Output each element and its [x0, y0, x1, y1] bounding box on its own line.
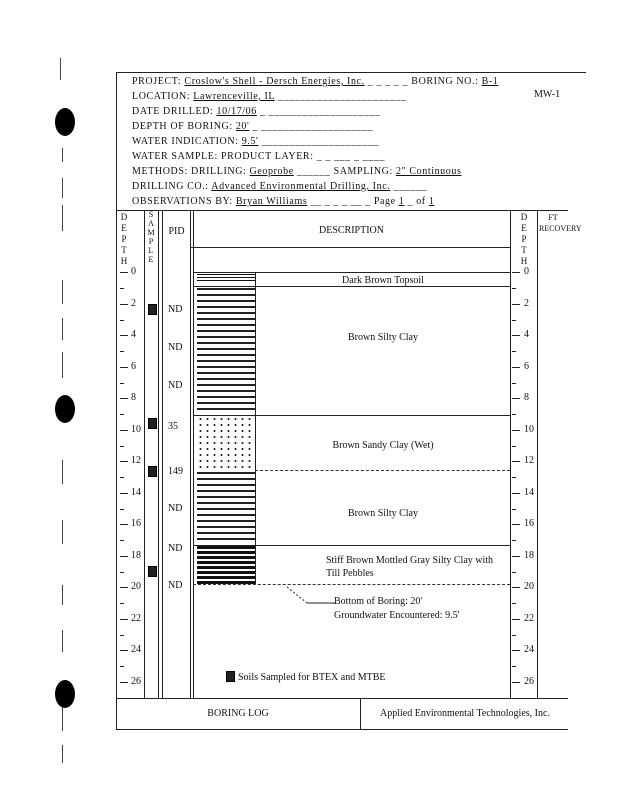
depth-minor-tick	[512, 635, 516, 636]
depth-tick-label: 20	[131, 581, 141, 592]
depth-minor-tick	[512, 288, 516, 289]
sample-marker	[148, 466, 157, 477]
pid-reading: ND	[168, 304, 183, 315]
depth-tick	[120, 398, 128, 399]
layer-description: Brown Sandy Clay (Wet)	[332, 440, 434, 451]
col-desc-left-edge	[193, 210, 194, 698]
depth-tick	[512, 556, 520, 557]
binder-mark	[62, 460, 63, 484]
depth-minor-tick	[120, 383, 124, 384]
footer-divider	[360, 698, 361, 730]
binder-mark	[62, 148, 63, 162]
depth-minor-tick	[120, 509, 124, 510]
lithology-silty-clay	[197, 288, 255, 414]
depth-tick	[512, 335, 520, 336]
pid-reading: ND	[168, 580, 183, 591]
depth-tick	[120, 556, 128, 557]
depth-tick-label: 8	[131, 392, 136, 403]
ft-recovery-header: FT RECOVERY	[539, 213, 582, 233]
depth-tick-label: 0	[524, 266, 529, 277]
depth-minor-tick	[512, 603, 516, 604]
depth-tick-label: 18	[131, 550, 141, 561]
depth-minor-tick	[512, 572, 516, 573]
frame-bottom	[116, 729, 568, 730]
depth-tick-label: 14	[131, 487, 141, 498]
depth-minor-tick	[120, 477, 124, 478]
pid-reading: 35	[168, 421, 178, 432]
depth-minor-tick	[512, 446, 516, 447]
binder-mark	[62, 318, 63, 340]
drilling-row: DRILLING CO.: Advanced Environmental Drilling, Inc. ______	[132, 181, 428, 192]
boring-number: B-1	[481, 76, 499, 87]
layer-boundary	[193, 272, 510, 273]
lithology-mottled-clay	[197, 546, 255, 584]
mw-label: MW-1	[534, 89, 561, 100]
depth-minor-tick	[120, 603, 124, 604]
depth-tick	[120, 524, 128, 525]
depth-tick	[120, 430, 128, 431]
legend-sample-icon	[226, 671, 235, 682]
frame-left	[116, 72, 117, 730]
depth-tick-label: 26	[524, 676, 534, 687]
depth-tick-label: 10	[524, 424, 534, 435]
layer-boundary	[193, 286, 510, 287]
legend-text: Soils Sampled for BTEX and MTBE	[238, 672, 386, 683]
depth-tick	[120, 367, 128, 368]
depth-tick-label: 26	[131, 676, 141, 687]
depth-tick-label: 8	[524, 392, 529, 403]
lithology-sandy-clay	[197, 416, 255, 470]
depth-tick-label: 24	[131, 644, 141, 655]
depth-tick	[512, 272, 520, 273]
depth-tick-label: 2	[131, 298, 136, 309]
col-pid-left-edge	[162, 210, 163, 698]
project-value: Croslow's Shell - Dersch Energies, Inc.	[184, 76, 365, 87]
lithology-silty-clay	[197, 472, 255, 544]
layer-description: Stiff Brown Mottled Gray Silty Clay with Till Pebbles	[326, 555, 494, 579]
groundwater-line	[255, 470, 510, 471]
depth-row: DEPTH OF BORING: 20' _ ____________________	[132, 121, 374, 132]
depth-tick	[512, 619, 520, 620]
layer-description: Brown Silty Clay	[347, 332, 418, 343]
layer-description: Brown Silty Clay	[347, 508, 418, 519]
depth-minor-tick	[120, 351, 124, 352]
depth-minor-tick	[512, 698, 516, 699]
depth-tick-label: 16	[131, 518, 141, 529]
depth-tick-label: 0	[131, 266, 136, 277]
sample-marker	[148, 304, 157, 315]
depth-tick	[120, 461, 128, 462]
depth-minor-tick	[120, 540, 124, 541]
depth-minor-tick	[512, 477, 516, 478]
depth-tick-label: 16	[524, 518, 534, 529]
pid-reading: ND	[168, 543, 183, 554]
layer-description: Dark Brown Topsoil	[342, 275, 424, 286]
layer-boundary	[193, 545, 510, 546]
punch-hole	[55, 108, 75, 136]
sample-marker	[148, 566, 157, 577]
depth-minor-tick	[120, 572, 124, 573]
depth-minor-tick	[512, 351, 516, 352]
pid-header: PID	[168, 226, 185, 237]
pid-reading: ND	[168, 342, 183, 353]
sample-header: SAMPLE	[147, 210, 155, 264]
depth-tick	[120, 682, 128, 683]
depth-tick-label: 22	[524, 613, 534, 624]
header-rule	[191, 247, 511, 248]
depth-minor-tick	[512, 383, 516, 384]
lith-column-edge	[255, 272, 256, 584]
depth-tick	[120, 272, 128, 273]
depth-tick	[120, 650, 128, 651]
depth-tick-label: 6	[524, 361, 529, 372]
col-sample-right-edge	[158, 210, 159, 698]
binder-mark	[62, 745, 63, 763]
col-depth-right-edge	[144, 210, 145, 698]
footer-company: Applied Environmental Technologies, Inc.	[380, 708, 550, 719]
depth-minor-tick	[512, 509, 516, 510]
binder-mark	[62, 630, 63, 652]
depth-tick-label: 20	[524, 581, 534, 592]
depth-tick	[120, 619, 128, 620]
depth-minor-tick	[120, 635, 124, 636]
col-depth2-right-edge	[537, 210, 538, 698]
depth-tick	[512, 398, 520, 399]
sample-marker	[148, 418, 157, 429]
lithology-topsoil	[197, 272, 255, 284]
col-desc-right-edge	[510, 210, 511, 698]
date-row: DATE DRILLED: 10/17/06 _ ____________________	[132, 106, 381, 117]
depth-tick	[120, 587, 128, 588]
binder-mark	[60, 58, 61, 80]
project-row: PROJECT: Croslow's Shell - Dersch Energies, Inc. _ _ _ _ _ BORING NO.: B-1	[132, 76, 499, 87]
depth-tick	[512, 304, 520, 305]
binder-mark	[62, 520, 63, 544]
depth-tick-label: 22	[131, 613, 141, 624]
depth-tick-label: 10	[131, 424, 141, 435]
table-bottom	[116, 698, 568, 699]
depth-minor-tick	[120, 666, 124, 667]
depth-minor-tick	[120, 414, 124, 415]
sample-row: WATER SAMPLE: PRODUCT LAYER: _ _ ___ _ ____	[132, 151, 386, 162]
depth-tick-label: 4	[131, 329, 136, 340]
binder-mark	[62, 352, 63, 378]
depth-tick-label: 24	[524, 644, 534, 655]
table-top	[116, 210, 568, 211]
depth-tick	[512, 493, 520, 494]
depth-tick-label: 6	[131, 361, 136, 372]
depth-tick	[512, 587, 520, 588]
depth-tick	[120, 493, 128, 494]
frame-top	[116, 72, 586, 73]
depth-minor-tick	[512, 540, 516, 541]
binder-mark	[62, 205, 63, 231]
binder-mark	[62, 585, 63, 605]
depth-tick	[512, 682, 520, 683]
methods-row: METHODS: DRILLING: Geoprobe ______ SAMPLING: 2" Continuous	[132, 166, 462, 177]
pid-reading: ND	[168, 503, 183, 514]
depth-right-header: DEPTH	[520, 212, 528, 266]
depth-tick	[512, 430, 520, 431]
groundwater-note: Groundwater Encountered: 9.5'	[334, 610, 460, 621]
depth-minor-tick	[120, 698, 124, 699]
depth-tick-label: 12	[131, 455, 141, 466]
depth-tick-label: 12	[524, 455, 534, 466]
depth-tick-label: 18	[524, 550, 534, 561]
observations-row: OBSERVATIONS BY: Bryan Williams __ _ _ _ __ _ Page 1 _ of 1	[132, 196, 435, 207]
depth-tick	[120, 304, 128, 305]
punch-hole	[55, 680, 75, 708]
bottom-of-boring-line	[193, 584, 510, 585]
binder-mark	[62, 178, 63, 198]
binder-mark	[62, 705, 63, 731]
depth-tick	[120, 335, 128, 336]
depth-minor-tick	[512, 666, 516, 667]
description-header: DESCRIPTION	[318, 225, 384, 236]
water-row: WATER INDICATION: 9.5' _____________________	[132, 136, 380, 147]
depth-minor-tick	[512, 414, 516, 415]
footer-boring-log: BORING LOG	[207, 708, 269, 719]
binder-mark	[62, 280, 63, 304]
depth-tick-label: 14	[524, 487, 534, 498]
depth-left-header: DEPTH	[120, 212, 128, 266]
depth-minor-tick	[512, 320, 516, 321]
depth-minor-tick	[120, 446, 124, 447]
pid-reading: 149	[168, 466, 183, 477]
depth-tick-label: 2	[524, 298, 529, 309]
location-row: LOCATION: Lawrenceville, IL _______________________	[132, 91, 407, 102]
depth-tick	[512, 524, 520, 525]
depth-tick	[512, 650, 520, 651]
layer-boundary	[193, 415, 510, 416]
bottom-of-boring-note: Bottom of Boring: 20'	[334, 596, 423, 607]
punch-hole	[55, 395, 75, 423]
col-pid-right-edge	[190, 210, 191, 698]
depth-tick-label: 4	[524, 329, 529, 340]
depth-minor-tick	[120, 288, 124, 289]
depth-minor-tick	[120, 320, 124, 321]
pid-reading: ND	[168, 380, 183, 391]
depth-tick	[512, 367, 520, 368]
depth-tick	[512, 461, 520, 462]
